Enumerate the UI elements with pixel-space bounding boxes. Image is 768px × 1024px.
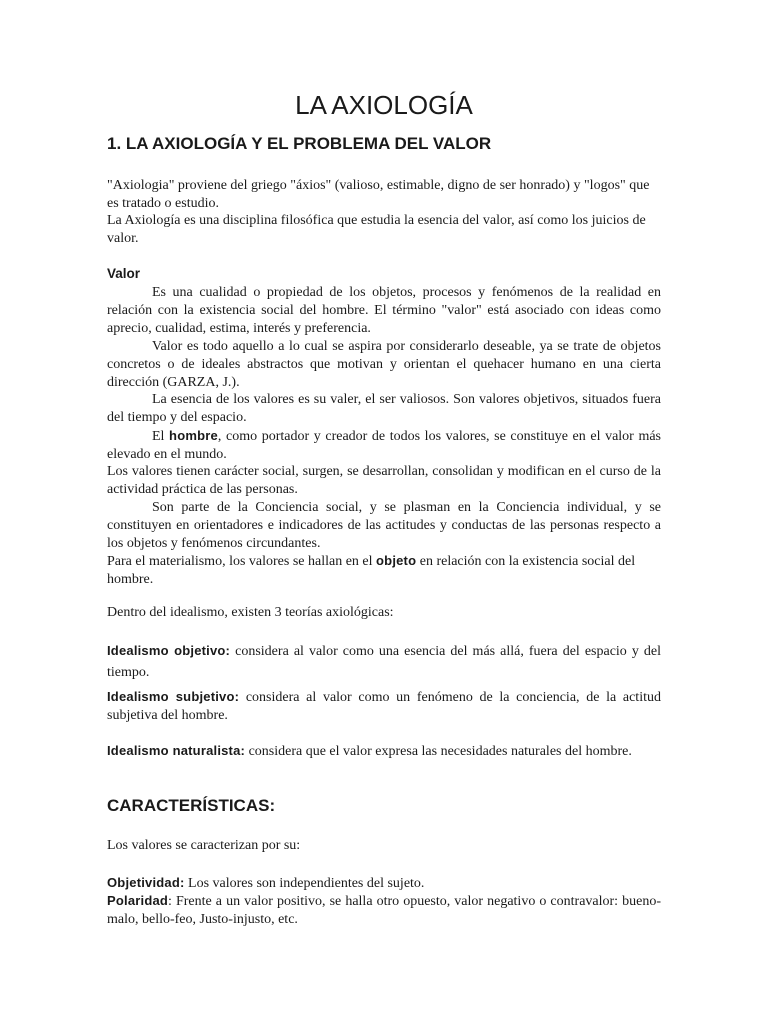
objetividad-text: Los valores son independientes del sujeto. [184, 876, 425, 891]
valor-p7-pre: Para el materialismo, los valores se hallan en el [107, 554, 377, 569]
valor-heading: Valor [107, 266, 141, 281]
hombre-bold: hombre [169, 428, 218, 443]
idealismo-naturalista-label: Idealismo naturalista: [107, 743, 246, 758]
polaridad-label: Polaridad [107, 893, 169, 908]
valor-p7-post: en relación con la existencia social del hombre. [107, 554, 636, 587]
idealismo-naturalista [107, 742, 661, 761]
polaridad-item [107, 892, 661, 929]
objeto-bold: objeto [376, 553, 417, 568]
idealismo-intro: Dentro del idealismo, existen 3 teorías axiológicas: [107, 605, 394, 620]
valor-paragraph-4 [107, 427, 661, 464]
valor-p4-pre: El [152, 429, 170, 444]
idealismo-objetivo [107, 640, 661, 683]
idealismo-naturalista-text: considera que el valor expresa las necesidades naturales del hombre. [245, 744, 632, 759]
objetividad-item [107, 874, 661, 893]
valor-paragraph-1: Es una cualidad o propiedad de los objetos, procesos y fenómenos de la realidad en relación con la existencia social del hombre. El término "valor" está asociado con ideas como aprecio, cualidad, estima, interés y preferencia. [107, 285, 661, 336]
idealismo-objetivo-label: Idealismo objetivo: [107, 643, 231, 658]
valor-paragraph-6: Son parte de la Conciencia social, y se plasman en la Conciencia individual, y se constituyen en orientadores e indicadores de las actitudes y conductas de las personas respecto a los objetos y fenómenos circundantes. [107, 500, 661, 551]
idealismo-objetivo-text: considera al valor como una esencia del más allá, fuera del espacio y del tiempo. [107, 644, 661, 680]
caracteristicas-heading: CARACTERÍSTICAS: [107, 796, 276, 815]
polaridad-text: : Frente a un valor positivo, se halla otro opuesto, valor negativo o contravalor: bueno-malo, bello-feo, Justo-injusto, etc. [107, 894, 661, 927]
document-title: LA AXIOLOGÍA [295, 90, 473, 120]
valor-paragraph-2: Valor es todo aquello a lo cual se aspira por considerarlo deseable, ya se trate de objetos concretos o de ideales abstractos que motivan y orientan el quehacer humano en una cierta dirección (GARZA, J.). [107, 339, 661, 390]
valor-paragraph-5: Los valores tienen carácter social, surgen, se desarrollan, consolidan y modifican en el curso de la actividad práctica de las personas. [107, 464, 661, 497]
valor-paragraph-7 [107, 552, 661, 589]
idealismo-subjetivo-label: Idealismo subjetivo: [107, 689, 240, 704]
valor-paragraph-3: La esencia de los valores es su valer, el ser valiosos. Son valores objetivos, situados fuera del tiempo y del espacio. [107, 392, 661, 425]
section-heading-axiologia: 1. LA AXIOLOGÍA Y EL PROBLEMA DEL VALOR [107, 134, 492, 153]
idealismo-subjetivo-text: considera al valor como un fenómeno de la conciencia, de la actitud subjetiva del hombre. [107, 690, 661, 723]
caracteristicas-intro: Los valores se caracterizan por su: [107, 838, 301, 853]
intro-paragraph-definition: La Axiología es una disciplina filosófica que estudia la esencia del valor, así como los juicios de valor. [107, 213, 646, 246]
valor-p4-post: , como portador y creador de todos los valores, se constituye en el valor más elevado en el mundo. [107, 429, 661, 462]
idealismo-subjetivo [107, 688, 661, 725]
objetividad-label: Objetividad: [107, 875, 185, 890]
intro-paragraph-origin: "Axiologia" proviene del griego "áxios" (valioso, estimable, digno de ser honrado) y "logos" que es tratado o estudio. [107, 178, 650, 211]
